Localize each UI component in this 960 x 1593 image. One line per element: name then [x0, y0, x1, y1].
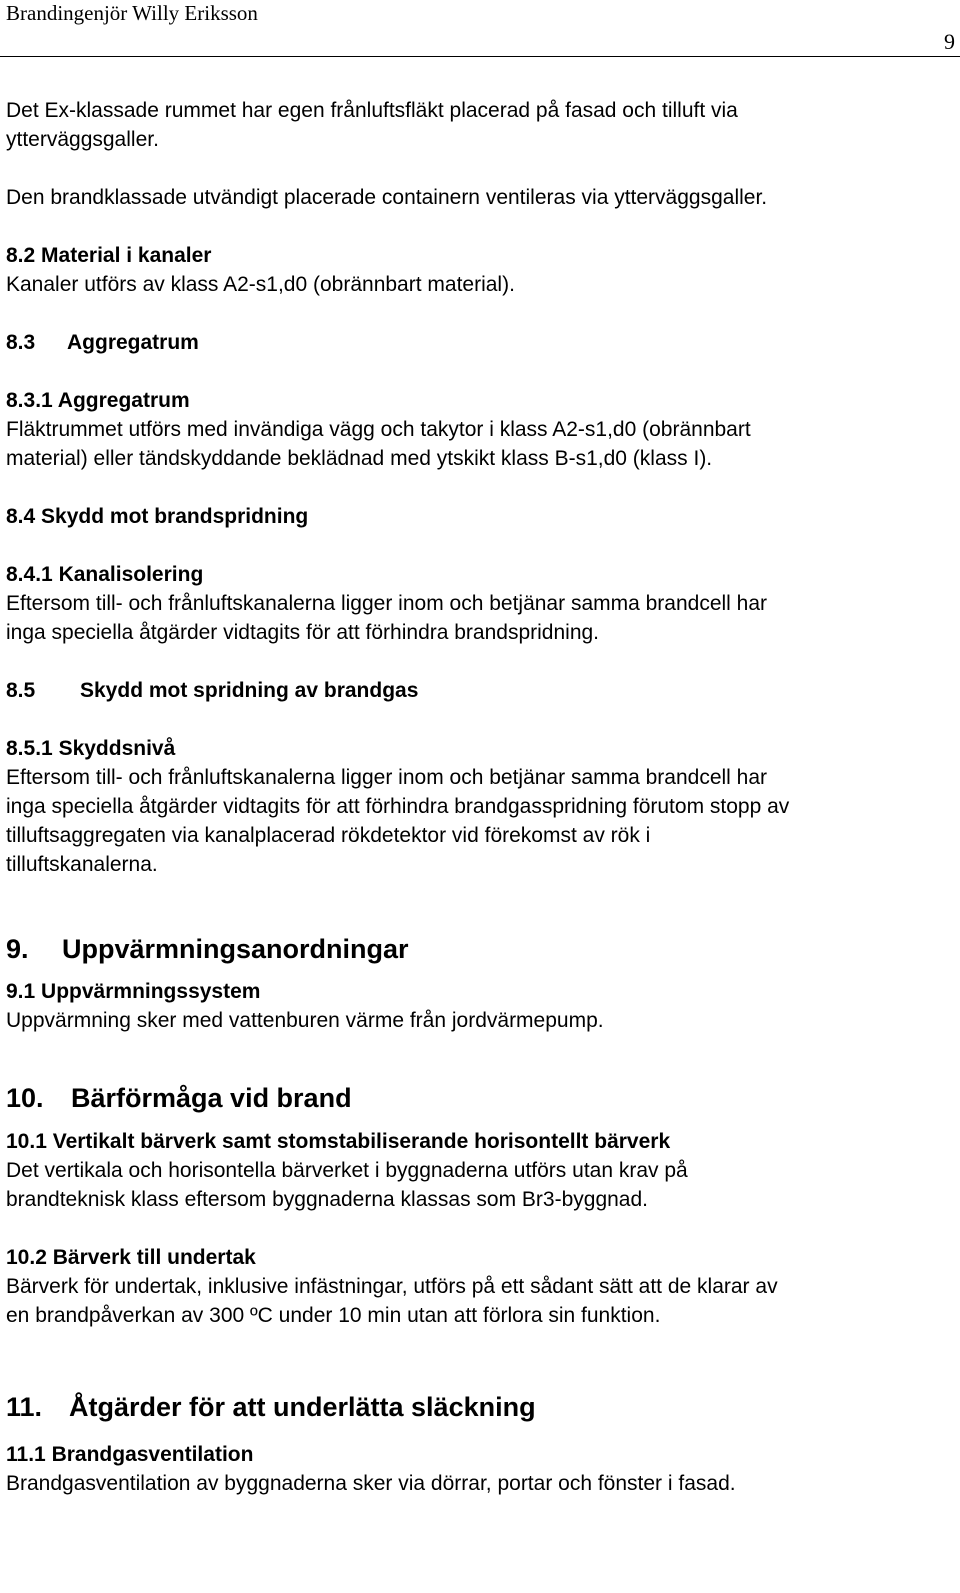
- paragraph-10-2-line-2: en brandpåverkan av 300 ºC under 10 min utan att förlora sin funktion.: [6, 1304, 661, 1327]
- spacer: [6, 531, 956, 560]
- spacer: [6, 879, 956, 932]
- paragraph-container: Den brandklassade utvändigt placerade containern ventileras via ytterväggsgaller.: [6, 186, 768, 209]
- heading-title: Skyddsnivå: [58, 737, 176, 760]
- heading-number: 9.: [6, 934, 29, 964]
- header-title: Brandingenjör Willy Eriksson: [6, 1, 258, 25]
- heading-8-4: [6, 502, 956, 531]
- heading-number: 10.: [6, 1083, 44, 1113]
- paragraph-8-5-1-line-1: Eftersom till- och frånluftskanalerna ligger inom och betjänar samma brandcell har: [6, 766, 768, 789]
- spacer: [6, 473, 956, 502]
- spacer: [6, 1424, 956, 1440]
- spacer: [6, 154, 956, 183]
- document-body: [6, 96, 956, 1498]
- heading-title: Bärförmåga vid brand: [71, 1083, 352, 1113]
- heading-title: Åtgärder för att underlätta släckning: [69, 1392, 536, 1422]
- paragraph-8-4-1-line-2: inga speciella åtgärder vidtagits för att förhindra brandspridning.: [6, 621, 600, 644]
- paragraph-ex-rum-line-2: ytterväggsgaller.: [6, 128, 159, 151]
- paragraph-11-1: Brandgasventilation av byggnaderna sker via dörrar, portar och fönster i fasad.: [6, 1472, 736, 1495]
- spacer: [6, 647, 956, 676]
- heading-title: Uppvärmningssystem: [41, 980, 261, 1003]
- paragraph-9-1: Uppvärmning sker med vattenburen värme från jordvärmepump.: [6, 1009, 604, 1032]
- heading-number: 8.4.1: [6, 563, 53, 586]
- heading-8-5-1: [6, 734, 956, 763]
- spacer: [6, 1330, 956, 1390]
- paragraph-10-2-line-1: Bärverk för undertak, inklusive infästningar, utförs på ett sådant sätt att de klarar av: [6, 1275, 778, 1298]
- paragraph-8-3-1-line-1: Fläktrummet utförs med invändiga vägg och takytor i klass A2-s1,d0 (obrännbart: [6, 418, 751, 441]
- heading-11-1: [6, 1440, 956, 1469]
- heading-title: Vertikalt bärverk samt stomstabiliserande horisontellt bärverk: [52, 1130, 671, 1153]
- heading-number: 9.1: [6, 980, 36, 1003]
- heading-11: [6, 1390, 956, 1424]
- heading-number: 8.3.1: [6, 389, 53, 412]
- heading-title: Uppvärmningsanordningar: [62, 934, 409, 964]
- spacer: [6, 966, 956, 977]
- heading-8-5: [6, 676, 956, 705]
- paragraph-8-5-1-line-4: tilluftskanalerna.: [6, 853, 158, 876]
- heading-title: Aggregatrum: [57, 389, 190, 412]
- paragraph-10-1-line-1: Det vertikala och horisontella bärverket i byggnaderna utförs utan krav på: [6, 1159, 688, 1182]
- spacer: [6, 357, 956, 386]
- paragraph-ex-rum-line-1: Det Ex-klassade rummet har egen frånluftsfläkt placerad på fasad och tilluft via: [6, 99, 738, 122]
- spacer: [6, 1214, 956, 1243]
- page-number: 9: [944, 29, 955, 54]
- heading-9: [6, 932, 956, 966]
- heading-8-3: [6, 328, 956, 357]
- heading-title: Skydd mot spridning av brandgas: [80, 679, 419, 702]
- heading-number: 10.1: [6, 1130, 47, 1153]
- paragraph-8-4-1-line-1: Eftersom till- och frånluftskanalerna ligger inom och betjänar samma brandcell har: [6, 592, 768, 615]
- paragraph-8-5-1-line-2: inga speciella åtgärder vidtagits för att förhindra brandgasspridning förutom stopp av: [6, 795, 790, 818]
- heading-title: Skydd mot brandspridning: [41, 505, 309, 528]
- heading-8-4-1: [6, 560, 956, 589]
- page-header: [0, 0, 960, 60]
- heading-8-3-1: [6, 386, 956, 415]
- heading-10: [6, 1081, 956, 1115]
- heading-title: Bärverk till undertak: [52, 1246, 256, 1269]
- heading-number: 8.5.1: [6, 737, 53, 760]
- heading-title: Aggregatrum: [67, 331, 199, 354]
- heading-number: 10.2: [6, 1246, 47, 1269]
- heading-10-2: [6, 1243, 956, 1272]
- spacer: [6, 212, 956, 241]
- heading-number: 8.3: [6, 331, 36, 354]
- heading-9-1: [6, 977, 956, 1006]
- paragraph-8-2: Kanaler utförs av klass A2-s1,d0 (obrännbart material).: [6, 273, 515, 296]
- paragraph-8-3-1-line-2: material) eller tändskyddande beklädnad med ytskikt klass B-s1,d0 (klass I).: [6, 447, 713, 470]
- heading-number: 11.: [6, 1392, 43, 1422]
- heading-number: 8.4: [6, 505, 36, 528]
- heading-10-1: [6, 1127, 956, 1156]
- heading-title: Brandgasventilation: [51, 1443, 254, 1466]
- heading-number: 8.5: [6, 679, 36, 702]
- spacer: [6, 1035, 956, 1081]
- heading-number: 11.1: [6, 1443, 46, 1466]
- paragraph-10-1-line-2: brandteknisk klass eftersom byggnaderna klassas som Br3-byggnad.: [6, 1188, 648, 1211]
- spacer: [6, 1115, 956, 1127]
- heading-title: Kanalisolering: [58, 563, 204, 586]
- header-rule: [0, 56, 960, 57]
- spacer: [6, 705, 956, 734]
- heading-title: Material i kanaler: [41, 244, 212, 267]
- heading-number: 8.2: [6, 244, 36, 267]
- heading-8-2: [6, 241, 956, 270]
- paragraph-8-5-1-line-3: tilluftsaggregaten via kanalplacerad rökdetektor vid förekomst av rök i: [6, 824, 651, 847]
- spacer: [6, 299, 956, 328]
